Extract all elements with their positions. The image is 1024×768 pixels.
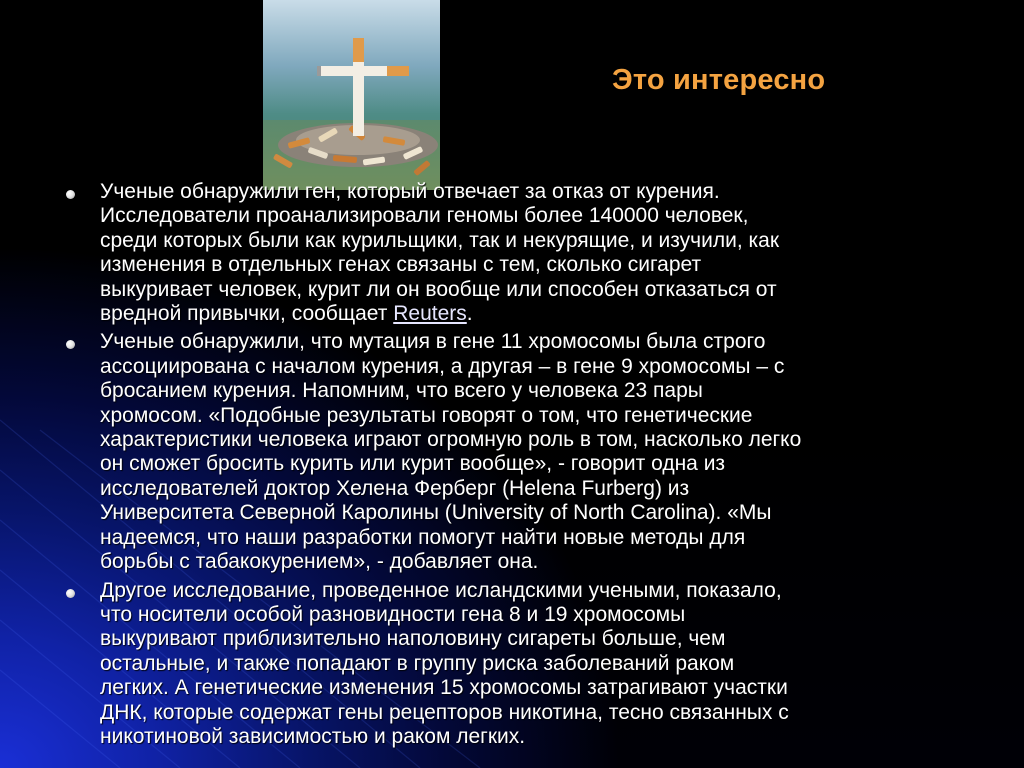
- bullet-icon: [66, 340, 75, 349]
- text-line: выкуривают приблизительно наполовину сигареты больше, чем: [100, 627, 726, 651]
- slide-title: Это интересно: [612, 64, 826, 96]
- paragraph-1: [58, 180, 978, 326]
- text-line: хромосом. «Подобные результаты говорят о том, что генетические: [100, 403, 753, 427]
- paragraph-2: [58, 330, 978, 574]
- text-line: Университета Северной Каролины (University of North Carolina). «Мы: [100, 501, 772, 525]
- text-line: надеемся, что наши разработки помогут найти новые методы для: [100, 525, 746, 549]
- text-fragment: вредной привычки, сообщает: [100, 302, 394, 326]
- text-line: легких. А генетические изменения 15 хромосомы затрагивают участки: [100, 676, 788, 700]
- text-fragment: .: [466, 302, 473, 326]
- bullet-icon: [66, 190, 75, 199]
- text-line: среди которых были как курильщики, так и некурящие, и изучили, как: [100, 228, 780, 252]
- text-line: что носители особой разновидности гена 8 и 19 хромосомы: [100, 602, 686, 626]
- slide-body: [58, 180, 978, 753]
- text-line: остальные, и также попадают в группу риска заболеваний раком: [100, 651, 735, 675]
- text-line: Ученые обнаружили, что мутация в гене 11 хромосомы была строго: [100, 330, 766, 354]
- text-line: он сможет бросить курить или курит вообще», - говорит одна из: [100, 452, 726, 476]
- text-line: ассоциирована с началом курения, а другая – в гене 9 хромосомы – с: [100, 354, 785, 378]
- reuters-link[interactable]: Reuters: [393, 302, 467, 326]
- text-line-with-link: [100, 302, 978, 326]
- cigarette-cross-image: [263, 0, 440, 190]
- text-line: ДНК, которые содержат гены рецепторов никотина, тесно связанных с: [100, 700, 789, 724]
- text-line: исследователей доктор Хелена Ферберг (Helena Furberg) из: [100, 476, 690, 500]
- text-line: изменения в отдельных генах связаны с тем, сколько сигарет: [100, 253, 702, 277]
- text-line: характеристики человека играют огромную роль в том, насколько легко: [100, 428, 802, 452]
- bullet-icon: [66, 589, 75, 598]
- text-line: Другое исследование, проведенное исландскими учеными, показало,: [100, 578, 782, 602]
- text-line: выкуривает человек, курит ли он вообще или способен отказаться от: [100, 277, 777, 301]
- cigarette-cross-icon: [263, 0, 440, 190]
- text-line: никотиновой зависимостью и раком легких.: [100, 724, 526, 748]
- paragraph-3: [58, 579, 978, 750]
- text-line: бросанием курения. Напомним, что всего у человека 23 пары: [100, 379, 703, 403]
- text-line: борьбы с табакокурением», - добавляет она.: [100, 550, 539, 574]
- text-line: Ученые обнаружили ген, который отвечает за отказ от курения.: [100, 180, 720, 203]
- text-line: Исследователи проанализировали геномы более 140000 человек,: [100, 204, 749, 228]
